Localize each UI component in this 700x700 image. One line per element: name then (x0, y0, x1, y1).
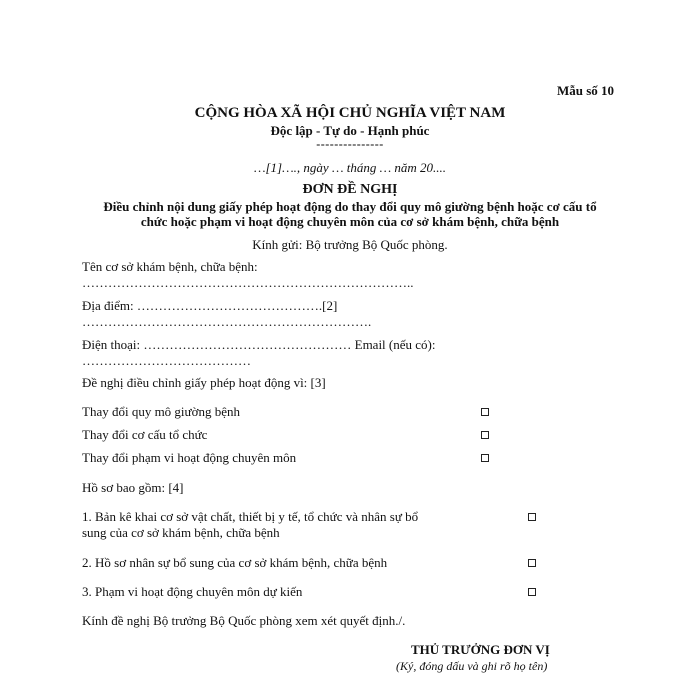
signature-note: (Ký, đóng dấu và ghi rõ họ tên) (396, 659, 548, 673)
closing-request: Kính đề nghị Bộ trưởng Bộ Quốc phòng xem xét quyết định./. (82, 613, 406, 628)
document-subject (0, 199, 700, 229)
facility-name-line: ………………………………………………………………….. (82, 275, 414, 290)
signature-title: THỦ TRƯỞNG ĐƠN VỊ (411, 642, 550, 657)
national-motto: Độc lập - Tự do - Hạnh phúc (270, 123, 430, 138)
reason-professional-scope-checkbox[interactable] (481, 454, 489, 462)
dossier-intro: Hồ sơ bao gồm: [4] (82, 480, 184, 495)
dossier-item-1-line-1: 1. Bản kê khai cơ sở vật chất, thiết bị y tế, tổ chức và nhân sự bổ (82, 509, 419, 524)
recipient-line: Kính gửi: Bộ trưởng Bộ Quốc phòng. (252, 237, 448, 252)
dossier-item-1-checkbox[interactable] (528, 513, 536, 521)
address-continuation-line: …………………………………………………………. (82, 314, 372, 329)
dossier-item-3-checkbox[interactable] (528, 588, 536, 596)
reason-org-structure-checkbox[interactable] (481, 431, 489, 439)
subject-line-1: Điều chỉnh nội dung giấy phép hoạt động do thay đổi quy mô giường bệnh hoặc cơ cấu tổ (103, 199, 597, 214)
form-number: Mẫu số 10 (557, 83, 615, 98)
national-title: CỘNG HÒA XÃ HỘI CHỦ NGHĨA VIỆT NAM (194, 105, 506, 121)
subject-line-2: chức hoặc phạm vi hoạt động chuyên môn của cơ sở khám bệnh, chữa bệnh (140, 214, 560, 229)
email-continuation-line: ………………………………… (82, 353, 251, 368)
phone-email-line: Điện thoại: ………………………………………… Email (nếu có): (82, 337, 436, 352)
dossier-item-3: 3. Phạm vi hoạt động chuyên môn dự kiến (82, 584, 303, 599)
header-separator: --------------- (316, 137, 384, 151)
facility-name-label: Tên cơ sở khám bệnh, chữa bệnh: (82, 259, 258, 274)
dossier-item-1-line-2: sung của cơ sở khám bệnh, chữa bệnh (82, 525, 280, 540)
reason-item-professional-scope: Thay đổi phạm vi hoạt động chuyên môn (82, 450, 297, 465)
dateline: …[1]…., ngày … tháng … năm 20.... (253, 160, 447, 175)
dossier-item-2-checkbox[interactable] (528, 559, 536, 567)
address-line: Địa điểm: …………………………………….[2] (82, 298, 338, 313)
reason-item-bed-capacity: Thay đổi quy mô giường bệnh (82, 404, 240, 419)
document-title: ĐƠN ĐỀ NGHỊ (302, 182, 398, 197)
dossier-item-2: 2. Hồ sơ nhân sự bổ sung của cơ sở khám bệnh, chữa bệnh (82, 555, 388, 570)
reason-bed-capacity-checkbox[interactable] (481, 408, 489, 416)
request-intro: Đề nghị điều chỉnh giấy phép hoạt động vì: [3] (82, 375, 326, 390)
reason-item-org-structure: Thay đổi cơ cấu tổ chức (82, 427, 208, 442)
